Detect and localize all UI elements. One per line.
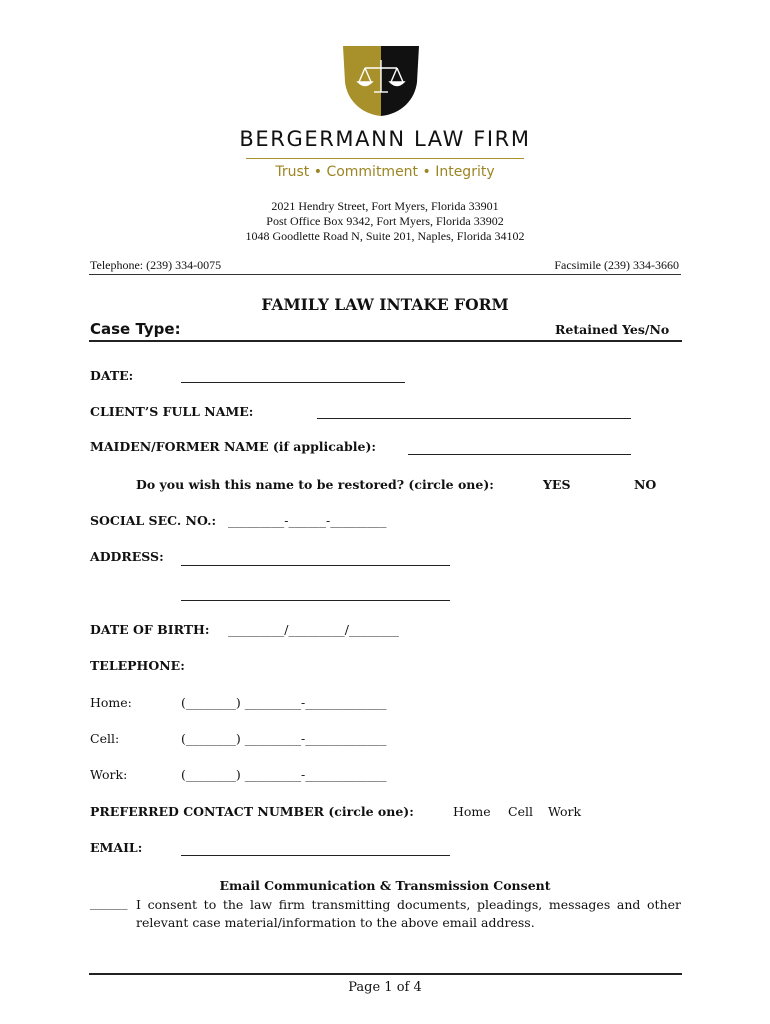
work-phone-field[interactable]: (________) _________-_____________ [181, 767, 387, 782]
firm-tagline: Trust • Commitment • Integrity [275, 164, 495, 180]
ssn-label: SOCIAL SEC. NO.: [90, 513, 217, 528]
date-field[interactable] [181, 382, 405, 383]
client-name-field[interactable] [317, 418, 631, 419]
preferred-contact-label: PREFERRED CONTACT NUMBER (circle one): [90, 804, 414, 819]
address-line-1: 2021 Hendry Street, Fort Myers, Florida 33901 [271, 199, 499, 213]
work-phone-label: Work: [90, 767, 128, 782]
header-rule [89, 274, 681, 275]
dob-field[interactable]: _________/_________/________ [228, 622, 399, 637]
page-number: Page 1 of 4 [348, 980, 422, 995]
cell-phone-field[interactable]: (________) _________-_____________ [181, 731, 387, 746]
date-label: DATE: [90, 368, 134, 383]
preferred-cell-option[interactable]: Cell [508, 804, 533, 819]
client-name-label: CLIENT’S FULL NAME: [90, 404, 254, 419]
maiden-name-label: MAIDEN/FORMER NAME (if applicable): [90, 439, 376, 454]
case-type-label: Case Type: [90, 320, 181, 338]
consent-text: I consent to the law firm transmitting documents, pleadings, messages and other relevant case material/information to the above email address. [136, 897, 681, 930]
restore-no-option[interactable]: NO [634, 477, 657, 492]
email-field[interactable] [181, 855, 450, 856]
dob-label: DATE OF BIRTH: [90, 622, 210, 637]
home-phone-label: Home: [90, 695, 132, 710]
home-phone-field[interactable]: (________) _________-_____________ [181, 695, 387, 710]
address-label: ADDRESS: [90, 549, 164, 564]
address-field-line-1[interactable] [181, 565, 450, 566]
header-divider [246, 158, 524, 159]
email-label: EMAIL: [90, 840, 143, 855]
form-title: FAMILY LAW INTAKE FORM [261, 295, 509, 314]
cell-phone-label: Cell: [90, 731, 120, 746]
preferred-work-option[interactable]: Work [548, 804, 582, 819]
restore-yes-option[interactable]: YES [543, 477, 571, 492]
telephone-label: TELEPHONE: [90, 658, 185, 673]
firm-logo-scales-icon [341, 44, 421, 118]
consent-initials-field[interactable]: ______ [90, 895, 128, 910]
ssn-field[interactable]: _________-______-_________ [228, 513, 387, 528]
telephone-number: Telephone: (239) 334-0075 [90, 258, 222, 272]
facsimile-number: Facsimile (239) 334-3660 [554, 258, 679, 272]
footer-rule [89, 973, 682, 975]
firm-name: BERGERMANN LAW FIRM [239, 127, 531, 151]
maiden-name-field[interactable] [408, 454, 631, 455]
address-line-3: 1048 Goodlette Road N, Suite 201, Naples, Florida 34102 [245, 229, 525, 243]
preferred-home-option[interactable]: Home [453, 804, 491, 819]
address-line-2: Post Office Box 9342, Fort Myers, Florida 33902 [266, 214, 504, 228]
address-field-line-2[interactable] [181, 600, 450, 601]
consent-heading: Email Communication & Transmission Consent [219, 878, 551, 893]
retained-label: Retained Yes/No [555, 322, 670, 337]
case-type-rule[interactable] [89, 340, 682, 342]
restore-question: Do you wish this name to be restored? (circle one): [136, 477, 494, 492]
